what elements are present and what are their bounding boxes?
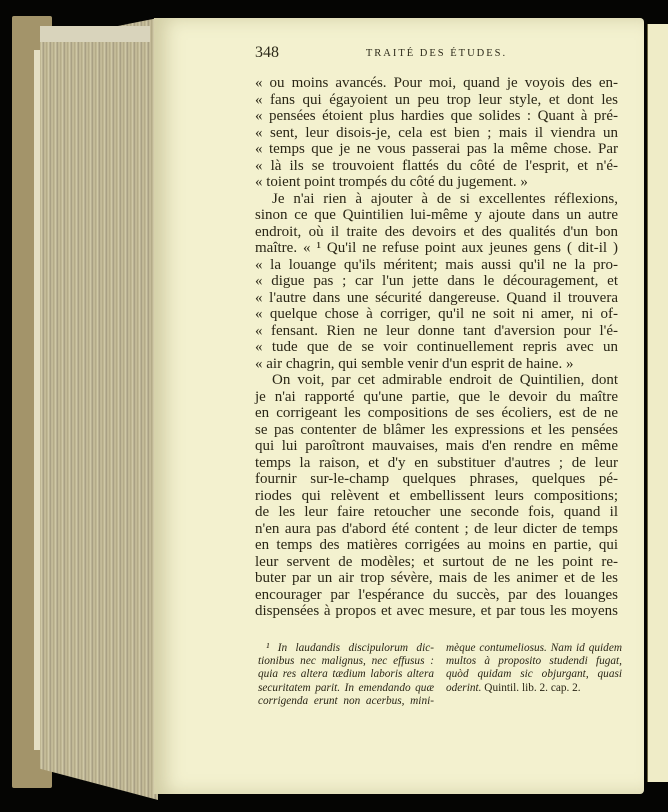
text-line: Je n'ai rien à ajouter à de si excellentes réflexions, (272, 190, 618, 207)
footnote-line: securitatem parit. In emendando quæ (258, 681, 434, 694)
text-line: maître. « ¹ Qu'il ne refuse point aux jeunes gens ( dit-il ) (255, 240, 618, 256)
text-line: « toient point trompés du côté du jugement. » (255, 174, 528, 190)
text-line: en corrigeant les compositions de ses écoliers, est de ne (255, 405, 618, 421)
text-line: « la louange qu'ils méritent; mais aussi qu'il ne la pro- (255, 256, 618, 273)
body-text (255, 75, 618, 620)
text-line: « digue pas ; car l'un jette dans le découragement, et (255, 273, 618, 289)
text-line: n'en aura pas d'abord été content ; de leur dicter de temps (255, 520, 618, 537)
text-line: « l'autre dans une sécurité dangereuse. Quand il trouvera (255, 289, 618, 306)
running-title: TRAITÉ DES ÉTUDES. (365, 48, 508, 59)
footnote-right-column (446, 642, 622, 695)
facing-page-edge (647, 24, 668, 782)
text-line: « quelque chose à corriger, qu'il ne soit ni amer, ni of- (255, 306, 618, 322)
footnote-citation: Quintil. lib. 2. cap. 2. (484, 681, 581, 694)
text-line: « sent, leur disois-je, cela est bien ; mais il viendra un (255, 124, 618, 141)
text-line: buter par un air trop sévère, mais de les animer et de les (255, 570, 618, 586)
text-line: leur servent de modèles; et surtout de ne les point re- (255, 553, 618, 570)
text-line: endroit, où il traite des devoirs et des qualités d'un bon (255, 223, 618, 240)
text-line: « fensant. Rien ne leur donne tant d'aversion pour l'é- (255, 322, 618, 339)
page-stack (40, 18, 158, 800)
footnote-line: quòd quidam sic objurgant, quasi (446, 668, 622, 681)
text-line: qui lui paroîtront mauvaises, mais d'en rendre en même (255, 438, 618, 454)
text-line: « ou moins avancés. Pour moi, quand je voyois des en- (255, 75, 618, 91)
footnote-line: tionibus nec malignus, nec effusus : (258, 655, 434, 668)
text-line: temps la raison, et d'y en substituer d'autres ; de leur (255, 454, 618, 471)
text-line: « tude que de se voir continuellement repris avec un (255, 339, 618, 355)
text-line: de les leur faire retoucher une seconde fois, quand il (255, 504, 618, 520)
text-line: fournir sur-le-champ quelques phrases, quelques pé- (255, 471, 618, 487)
text-line: en temps des matières corrigées au moins en partie, qui (255, 537, 618, 553)
footnote-line: corrigenda erunt non acerbus, mini- (258, 694, 434, 707)
footnote-line: quia res altera tædium laboris altera (258, 668, 434, 681)
text-line: riodes qui relèvent et embellissent leurs compositions; (255, 487, 618, 504)
text-line: sinon ce que Quintilien lui-même y ajoute dans un autre (255, 207, 618, 223)
footnote-line: multos à proposito studendi fugat, (446, 655, 622, 668)
text-line: se pas contenter de blâmer les expressions et les pensées (255, 421, 618, 438)
footnote-left-column (258, 642, 434, 708)
page-header (255, 44, 618, 62)
footnote-line (446, 682, 622, 695)
footnote-line: mèque contumeliosus. Nam id quidem (446, 642, 622, 654)
text-line: « temps que je ne vous passerai pas la même chose. Par (255, 141, 618, 157)
page-number: 348 (255, 44, 279, 61)
text-line: « là ils se trouvoient flattés du côté de l'esprit, et n'é- (255, 157, 618, 174)
text-line: « pensées étoient plus hardies que solides : Quant à pré- (255, 108, 618, 124)
text-line: je n'ai rapporté qu'une partie, que le devoir du maître (255, 388, 618, 405)
footnote-final-word: oderint. (446, 681, 482, 694)
footnote-line: ¹ In laudandis discipulorum dic- (266, 642, 434, 654)
text-line: « fans qui égayoient un peu trop leur style, et dont les (255, 91, 618, 108)
page-stack-top (40, 26, 150, 42)
text-line: « air chagrin, qui semble venir d'un esprit de haine. » (255, 355, 574, 372)
text-line: On voit, par cet admirable endroit de Quintilien, dont (272, 372, 618, 388)
text-line: dispensées à propos et avec mesure, et par tous les moyens (255, 603, 618, 619)
text-line: encourager par l'espérance du succès, par des louanges (255, 586, 618, 603)
